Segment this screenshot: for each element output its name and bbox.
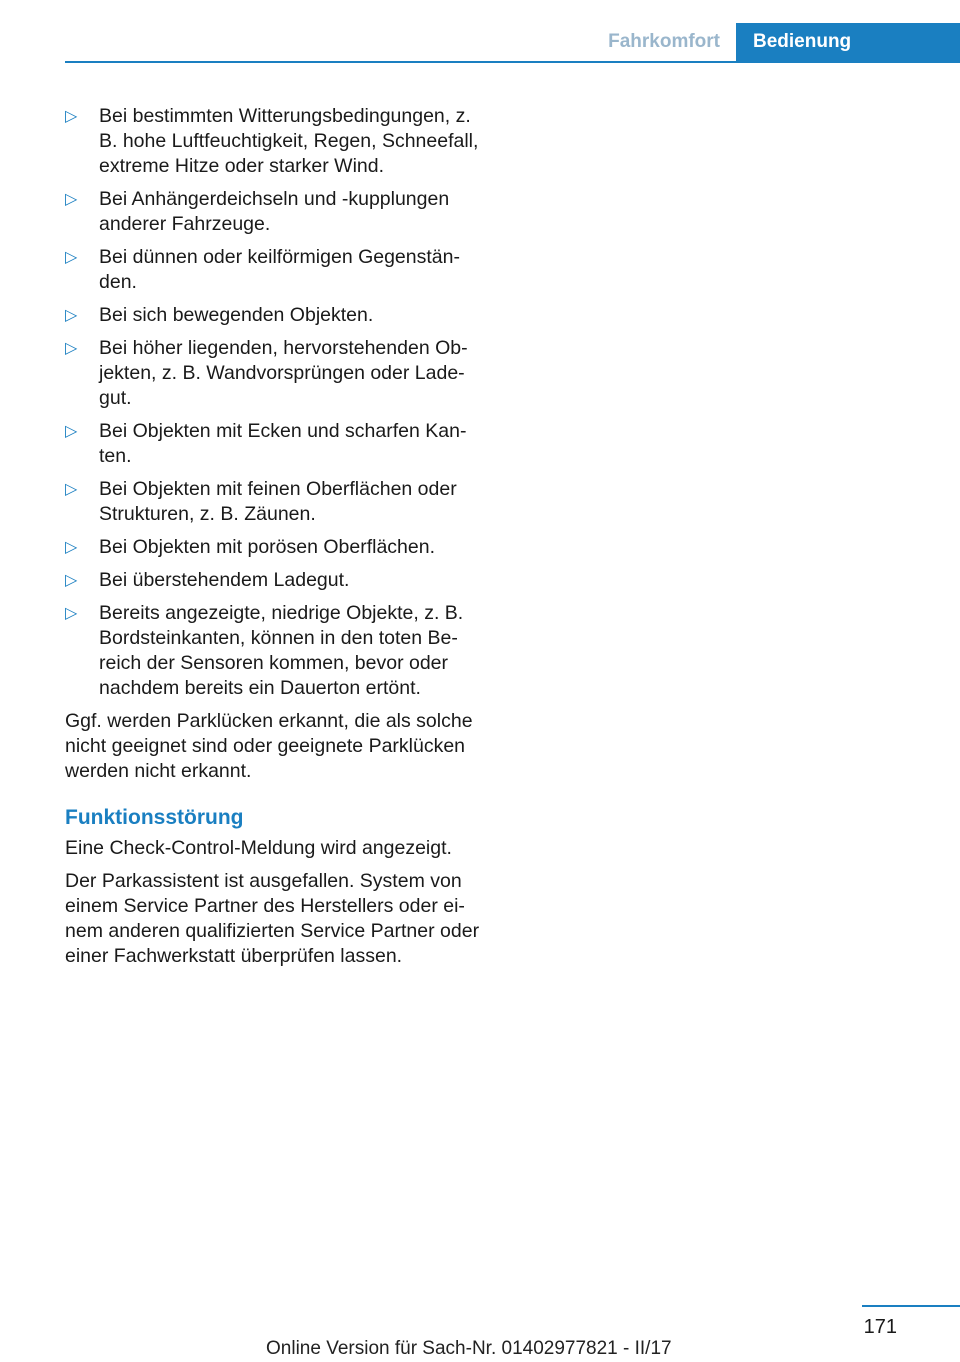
section-title: Fahrkomfort [608,31,720,52]
page-number: 171 [863,1316,897,1338]
list-item: ▷ Bei Objekten mit feinen Oberflächen oder Strukturen, z. B. Zäunen. [65,478,457,525]
triangle-bullet-icon: ▷ [65,108,78,125]
list-item: ▷ Bei Anhängerdeichseln und -kupplungen anderer Fahrzeuge. [65,188,450,235]
triangle-bullet-icon: ▷ [65,481,78,498]
body-paragraph: Eine Check-Control-Meldung wird angezeigt. [65,837,452,859]
triangle-bullet-icon: ▷ [65,539,78,556]
page-number-rule [862,1305,960,1307]
footer-text: Online Version für Sach-Nr. 01402977821 - II/17 [266,1338,672,1359]
triangle-bullet-icon: ▷ [65,249,78,266]
list-item: ▷ Bei überstehendem Ladegut. [65,569,350,591]
triangle-bullet-icon: ▷ [65,423,78,440]
triangle-bullet-icon: ▷ [65,340,78,357]
body-paragraph: Ggf. werden Parklücken erkannt, die als solche nicht geeignet sind oder geeignete Parklücken werden nicht erkannt. [65,710,473,782]
chapter-title: Bedienung [736,23,960,61]
list-item: ▷ Bei Objekten mit porösen Oberflächen. [65,536,436,558]
list-item: ▷ Bei höher liegenden, hervorstehenden Ob‐jekten, z. B. Wandvorsprüngen oder Lade‐gut. [65,337,468,409]
triangle-bullet-icon: ▷ [65,307,78,324]
page-content [65,104,481,977]
list-item: ▷ Bereits angezeigte, niedrige Objekte, z. B. Bordsteinkanten, können in den toten Be‐reich der Sensoren kommen, bevor oder nachdem bereits ein Dauerton ertönt. [65,602,464,699]
list-item: ▷ Bei dünnen oder keilförmigen Gegenstän‐den. [65,246,460,293]
triangle-bullet-icon: ▷ [65,605,78,622]
triangle-bullet-icon: ▷ [65,191,78,208]
list-item: ▷ Bei bestimmten Witterungsbedingungen, z. B. hohe Luftfeuchtigkeit, Regen, Schneefall, extreme Hitze oder starker Wind. [65,105,479,177]
list-item: ▷ Bei sich bewegenden Objekten. [65,304,374,326]
list-item: ▷ Bei Objekten mit Ecken und scharfen Kan‐ten. [65,420,467,467]
section-heading: Funktionsstörung [65,806,244,829]
body-paragraph: Der Parkassistent ist ausgefallen. System von einem Service Partner des Herstellers oder ei‐nem anderen qualifizierten Service Partner oder einer Fachwerkstatt überprüfen lassen. [65,870,480,967]
limitations-list [65,104,481,701]
page-header [65,23,960,63]
triangle-bullet-icon: ▷ [65,572,78,589]
